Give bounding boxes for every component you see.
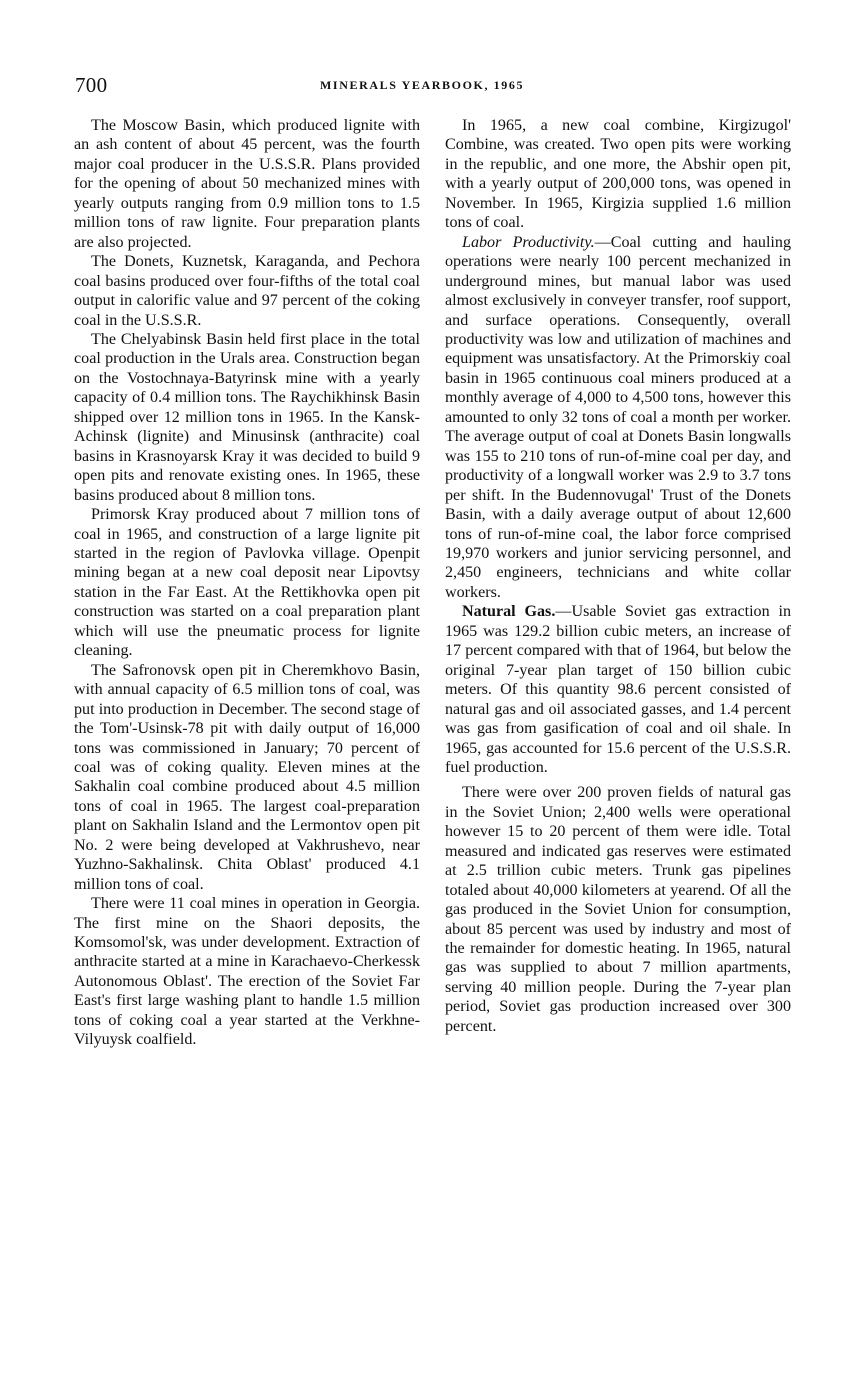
paragraph-chelyabinsk-basin: The Chelyabinsk Basin held first place in the total coal production in the Urals area. Construction began on the Vostochnaya-Batyrinsk mine with a yearly capacity of 0.4 million tons. The Raychikhinsk Basin shipped over 12 million tons in 1965. In the Kansk-Achinsk (lignite) and Minusinsk (anthracite) coal basins in Krasnoyarsk Kray it was decided to build 9 open pits and renovate existing ones. In 1965, these basins produced about 8 million tons. — [74, 330, 420, 504]
right-column — [445, 116, 791, 1036]
paragraph-georgia-mines: There were 11 coal mines in operation in Georgia. The first mine on the Shaori deposits, the Komsomol'sk, was under development. Extraction of anthracite started at a mine in Karachaevo-Cherkessk Autonomous Oblast'. The erection of the Soviet Far East's first large washing plant to handle 1.5 million tons of coking coal a year started at the Verkhne-Vilyuysk coalfield. — [74, 895, 420, 1049]
paragraph-labor-productivity — [445, 233, 791, 603]
paragraph-primorsk-kray: Primorsk Kray produced about 7 million tons of coal in 1965, and construction of a large lignite pit started in the region of Pavlovka village. Openpit mining began at a new coal deposit near Lipovtsy station in the Far East. At the Rettikhovka open pit construction was started on a coal preparation plant which will use the pneumatic process for lignite cleaning. — [74, 506, 420, 660]
paragraph-gas-fields: There were over 200 proven fields of natural gas in the Soviet Union; 2,400 wells were operational however 15 to 20 percent of them were idle. Total measured and indicated gas reserves were estimated at 2.5 trillion cubic meters. Trunk gas pipelines totaled about 40,000 kilometers at yearend. Of all the gas produced in the Soviet Union for consumption, about 85 percent was used by industry and most of the remainder for domestic heating. In 1965, natural gas was supplied to about 7 million apartments, serving 40 million people. During the 7-year plan period, Soviet gas production increased over 300 percent. — [445, 784, 791, 1035]
natural-gas-heading: Natural Gas. — [462, 603, 556, 621]
labor-productivity-heading: Labor Productivity. — [462, 233, 595, 251]
labor-productivity-text: —Coal cutting and hauling operations were nearly 100 percent mechanized in underground mines, but manual labor was used almost exclusively in conveyer transfer, roof support, and surface operations. Consequently, overall productivity was low and utilization of machines and equipment was unsatisfactory. At the Primorskiy coal basin in 1965 continuous coal miners produced at a monthly average of 4,000 to 4,500 tons, however this amounted to only 32 tons of coal a month per worker. The average output of coal at Donets Basin longwalls was 155 to 210 tons of run-of-mine coal per day, and productivity of a longwall worker was 2.9 to 3.7 tons per shift. In the Budennovugal' Trust of the Donets Basin, with a daily average output of about 12,600 tons of run-of-mine coal, the labor force comprised 19,970 workers and junior servicing personnel, and 2,450 engineers, technicians and white collar workers. — [445, 233, 791, 601]
left-column — [74, 116, 420, 1050]
paragraph-donets-basins: The Donets, Kuznetsk, Karaganda, and Pechora coal basins produced over four-fifths of the total coal output in calorific value and 97 percent of the coking coal in the U.S.S.R. — [74, 253, 420, 329]
paragraph-safronovsk-pit: The Safronovsk open pit in Cheremkhovo Basin, with annual capacity of 6.5 million tons of coal, was put into production in December. The second stage of the Tom'-Usinsk-78 pit with daily output of 16,000 tons was commissioned in January; 70 percent of coal was of coking quality. Eleven mines at the Sakhalin coal combine produced about 4.5 million tons of coal in 1965. The largest coal-preparation plant on Sakhalin Island and the Lermontov open pit No. 2 were being developed at Vakhrushevo, near Yuzhno-Sakhalinsk. Chita Oblast' produced 4.1 million tons of coal. — [74, 661, 420, 893]
natural-gas-text: —Usable Soviet gas extraction in 1965 was 129.2 billion cubic meters, an increase of 17 percent compared with that of 1964, but below the original 7-year plan target of 150 billion cubic meters. Of this quantity 98.6 percent consisted of natural gas and oil associated gasses, and 1.4 percent was gas from gasification of coal and oil shale. In 1965, gas accounted for 15.6 percent of the U.S.S.R. fuel production. — [445, 603, 792, 776]
paragraph-kirgizugol: In 1965, a new coal combine, Kirgizugol' Combine, was created. Two open pits were working in the republic, and one more, the Abshir open pit, with a yearly output of 200,000 tons, was opened in November. In 1965, Kirgizia supplied 1.6 million tons of coal. — [445, 117, 791, 232]
paragraph-moscow-basin: The Moscow Basin, which produced lignite with an ash content of about 45 percent, was the fourth major coal producer in the U.S.S.R. Plans provided for the opening of about 50 mechanized mines with yearly outputs ranging from 0.9 million tons to 1.5 million tons of raw lignite. Four preparation plants are also projected. — [74, 117, 420, 251]
page-number: 700 — [75, 73, 108, 97]
running-head: MINERALS YEARBOOK, 1965 — [320, 78, 525, 92]
paragraph-natural-gas — [445, 602, 791, 777]
